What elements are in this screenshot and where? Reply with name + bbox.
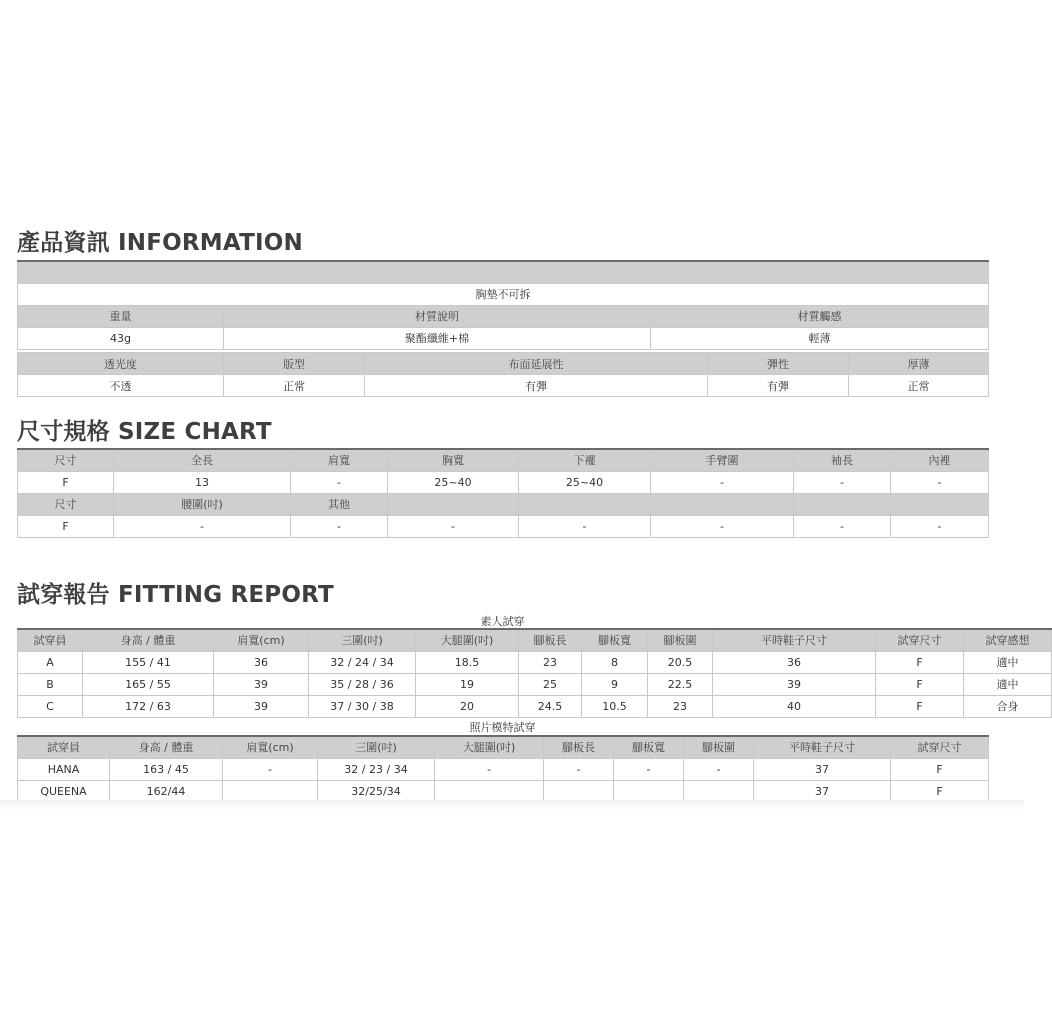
model-header: 肩寬(cm): [223, 736, 318, 758]
amateur-cell: 合身: [964, 695, 1052, 717]
size-header-blank: [651, 493, 794, 515]
size-header-blank: [794, 493, 891, 515]
model-cell: [544, 780, 614, 802]
info-value-fit: 正常: [224, 375, 365, 397]
size-header-blank: [519, 493, 651, 515]
amateur-header: 身高 / 體重: [83, 629, 214, 651]
info-value-texture: 輕薄: [651, 327, 989, 349]
table-row: [18, 673, 1052, 695]
size-header-length: 全長: [114, 449, 291, 471]
size-value-shoulder: -: [291, 471, 388, 493]
amateur-cell: 32 / 24 / 34: [309, 651, 416, 673]
amateur-cell: 172 / 63: [83, 695, 214, 717]
amateur-cell: 8: [582, 651, 648, 673]
size-value-cell: -: [794, 515, 891, 537]
model-cell: [684, 780, 754, 802]
model-header: 身高 / 體重: [110, 736, 223, 758]
model-caption: 照片模特試穿: [469, 721, 536, 734]
amateur-cell: 22.5: [648, 673, 713, 695]
size-chart-title: 尺寸規格 SIZE CHART: [17, 419, 272, 445]
model-cell: F: [891, 758, 989, 780]
model-header: 平時鞋子尺寸: [754, 736, 891, 758]
size-header-blank: [388, 493, 519, 515]
amateur-header: 腳板長: [519, 629, 582, 651]
info-header-thickness: 厚薄: [849, 353, 989, 375]
amateur-fitting-table: [17, 628, 1052, 718]
size-value-cell: -: [651, 515, 794, 537]
amateur-cell: 40: [713, 695, 876, 717]
amateur-cell: 9: [582, 673, 648, 695]
size-value-cell: -: [519, 515, 651, 537]
model-header: 試穿尺寸: [891, 736, 989, 758]
model-cell: [435, 780, 544, 802]
size-value-hem: 25~40: [519, 471, 651, 493]
table-row: [18, 758, 989, 780]
size-value-cell: -: [388, 515, 519, 537]
amateur-cell: 35 / 28 / 36: [309, 673, 416, 695]
model-cell: 32 / 23 / 34: [318, 758, 435, 780]
model-cell: -: [614, 758, 684, 780]
size-header-lining: 內裡: [891, 449, 989, 471]
amateur-cell: F: [876, 651, 964, 673]
amateur-cell: A: [18, 651, 83, 673]
size-header-other: 其他: [291, 493, 388, 515]
amateur-cell: 155 / 41: [83, 651, 214, 673]
size-header-chest: 胸寬: [388, 449, 519, 471]
fitting-report-title: 試穿報告 FITTING REPORT: [17, 582, 334, 608]
model-cell: 32/25/34: [318, 780, 435, 802]
size-header-shoulder: 肩寬: [291, 449, 388, 471]
info-header-texture: 材質觸感: [651, 305, 989, 327]
amateur-header: 平時鞋子尺寸: [713, 629, 876, 651]
model-cell: -: [223, 758, 318, 780]
amateur-cell: 適中: [964, 651, 1052, 673]
amateur-header: 試穿尺寸: [876, 629, 964, 651]
model-cell: 163 / 45: [110, 758, 223, 780]
amateur-cell: 20: [416, 695, 519, 717]
model-header: 腳板圍: [684, 736, 754, 758]
amateur-header: 腳板圍: [648, 629, 713, 651]
info-header-opacity: 透光度: [18, 353, 224, 375]
amateur-cell: 20.5: [648, 651, 713, 673]
model-cell: HANA: [18, 758, 110, 780]
model-cell: [223, 780, 318, 802]
model-cell: -: [684, 758, 754, 780]
amateur-cell: 23: [648, 695, 713, 717]
amateur-cell: F: [876, 673, 964, 695]
info-value-weight: 43g: [18, 327, 224, 349]
information-table-2: [17, 352, 989, 397]
information-title: 產品資訊 INFORMATION: [17, 230, 303, 256]
amateur-cell: 25: [519, 673, 582, 695]
info-value-elasticity: 有彈: [708, 375, 849, 397]
amateur-cell: 37 / 30 / 38: [309, 695, 416, 717]
amateur-caption: 素人試穿: [480, 615, 525, 628]
amateur-cell: F: [876, 695, 964, 717]
info-header-band: [18, 261, 989, 283]
model-cell: 162/44: [110, 780, 223, 802]
info-header-weight: 重量: [18, 305, 224, 327]
bottom-fade: [0, 800, 1024, 810]
model-cell: -: [435, 758, 544, 780]
size-value-size: F: [18, 471, 114, 493]
model-header: 三圍(吋): [318, 736, 435, 758]
size-header-blank: [891, 493, 989, 515]
amateur-cell: 23: [519, 651, 582, 673]
amateur-header: 肩寬(cm): [214, 629, 309, 651]
table-row: [18, 651, 1052, 673]
info-note: 胸墊不可拆: [18, 283, 989, 305]
amateur-cell: 19: [416, 673, 519, 695]
size-header-hem: 下襬: [519, 449, 651, 471]
info-value-stretch: 有彈: [365, 375, 708, 397]
table-row: [18, 780, 989, 802]
amateur-cell: B: [18, 673, 83, 695]
amateur-cell: 適中: [964, 673, 1052, 695]
size-value-waist: -: [114, 515, 291, 537]
size-value-cell: -: [891, 515, 989, 537]
table-row: [18, 695, 1052, 717]
amateur-cell: 39: [713, 673, 876, 695]
amateur-header: 腳板寬: [582, 629, 648, 651]
amateur-cell: 39: [214, 673, 309, 695]
amateur-cell: 36: [214, 651, 309, 673]
info-header-fit: 版型: [224, 353, 365, 375]
amateur-cell: 165 / 55: [83, 673, 214, 695]
amateur-header: 大腿圍(吋): [416, 629, 519, 651]
model-cell: QUEENA: [18, 780, 110, 802]
model-cell: 37: [754, 780, 891, 802]
model-cell: 37: [754, 758, 891, 780]
info-header-stretch: 布面延展性: [365, 353, 708, 375]
model-header: 大腿圍(吋): [435, 736, 544, 758]
model-cell: F: [891, 780, 989, 802]
size-value-arm: -: [651, 471, 794, 493]
info-value-material: 聚酯纖維+棉: [224, 327, 651, 349]
size-chart-table: [17, 448, 989, 538]
amateur-cell: 18.5: [416, 651, 519, 673]
amateur-cell: 24.5: [519, 695, 582, 717]
size-header-sleeve: 袖長: [794, 449, 891, 471]
model-header: 腳板長: [544, 736, 614, 758]
model-header: 試穿員: [18, 736, 110, 758]
amateur-cell: 39: [214, 695, 309, 717]
model-header: 腳板寬: [614, 736, 684, 758]
info-header-material: 材質說明: [224, 305, 651, 327]
info-value-thickness: 正常: [849, 375, 989, 397]
amateur-header: 試穿員: [18, 629, 83, 651]
size-header-size-2: 尺寸: [18, 493, 114, 515]
model-cell: [614, 780, 684, 802]
size-value-size-2: F: [18, 515, 114, 537]
size-value-chest: 25~40: [388, 471, 519, 493]
model-fitting-table: [17, 735, 989, 803]
amateur-cell: 36: [713, 651, 876, 673]
info-header-elasticity: 彈性: [708, 353, 849, 375]
amateur-header: 試穿感想: [964, 629, 1052, 651]
information-table: [17, 260, 989, 350]
amateur-cell: 10.5: [582, 695, 648, 717]
size-value-sleeve: -: [794, 471, 891, 493]
size-value-lining: -: [891, 471, 989, 493]
size-value-length: 13: [114, 471, 291, 493]
info-value-opacity: 不透: [18, 375, 224, 397]
model-cell: -: [544, 758, 614, 780]
size-value-other: -: [291, 515, 388, 537]
amateur-header: 三圍(吋): [309, 629, 416, 651]
amateur-cell: C: [18, 695, 83, 717]
size-header-size: 尺寸: [18, 449, 114, 471]
size-header-waist: 腰圍(吋): [114, 493, 291, 515]
size-header-arm: 手臂圍: [651, 449, 794, 471]
